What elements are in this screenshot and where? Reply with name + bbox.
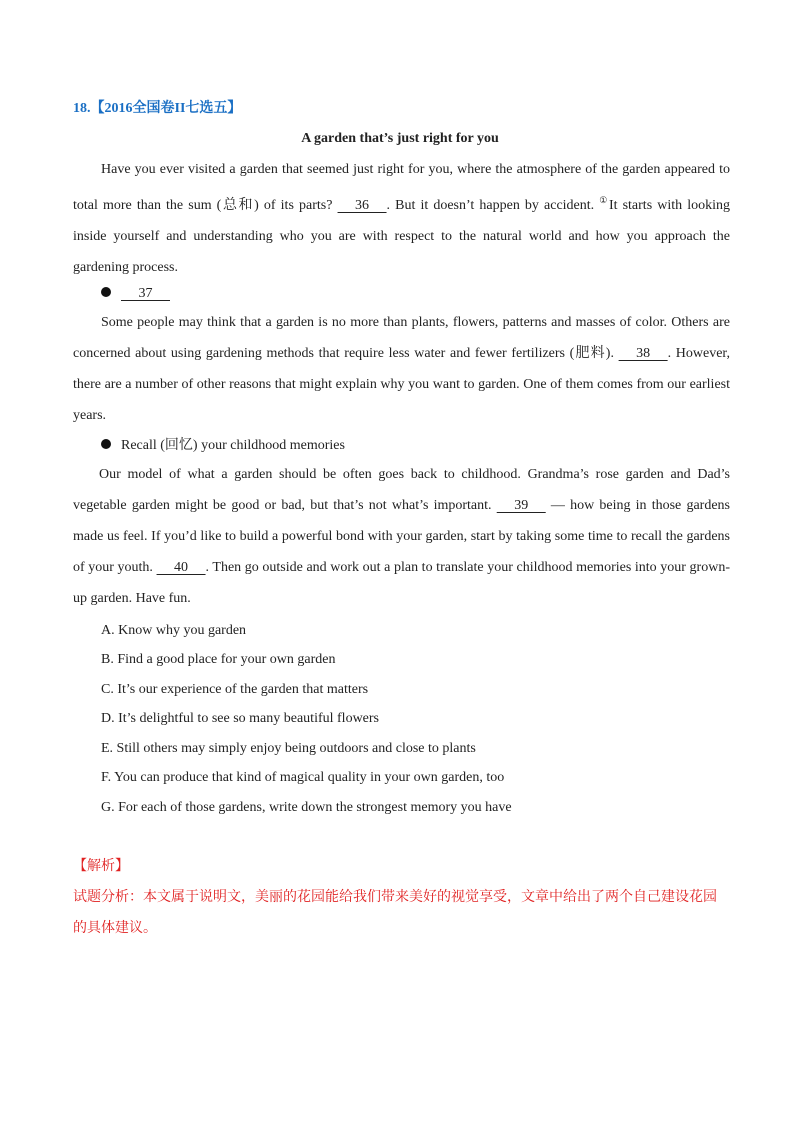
blank-37[interactable]: 37 — [121, 286, 170, 301]
paragraph-1-text-b: . But it doesn’t happen by accident. — [386, 198, 600, 213]
passage-title: A garden that’s just right for you — [301, 131, 499, 146]
option-c: C. It’s our experience of the garden that matters — [101, 682, 369, 697]
option-g: G. For each of those gardens, write down the strongest memory you have — [101, 800, 512, 815]
paragraph-3 — [73, 459, 730, 614]
option-e: E. Still others may simply enjoy being outdoors and close to plants — [101, 741, 476, 756]
paragraph-2 — [73, 307, 730, 431]
bullet-dot-icon — [101, 287, 111, 297]
paragraph-3-text-c: . Then go outside and work out a plan to translate your childhood memories into your grown-up garden. Have fun. — [73, 560, 730, 606]
option-f: F. You can produce that kind of magical quality in your own garden, too — [101, 770, 505, 785]
paragraph-1-text-a: Have you ever visited a garden that seemed just right for you, where the atmosphere of the garden appeared to total more than the sum (总和) of its parts? — [73, 162, 730, 213]
blank-38[interactable]: 38 — [618, 346, 668, 361]
footnote-marker: ① — [599, 195, 609, 205]
blank-39[interactable]: 39 — [496, 498, 546, 513]
paragraph-3-text-a: Our model of what a garden should be often goes back to childhood. Grandma’s rose garden and Dad’s vegetable garden might be good or bad, but that’s not what’s important. — [73, 467, 730, 513]
paragraph-3-text-b: — how being in those gardens made us feel. If you’d like to build a powerful bond with your garden, start by taking some time to recall the gardens of your youth. — [73, 498, 730, 575]
paragraph-2-text-b: . However, there are a number of other reasons that might explain why you want to garden. One of them comes from our earliest years. — [73, 346, 731, 423]
bullet-recall — [101, 435, 345, 457]
option-b: B. Find a good place for your own garden — [101, 652, 336, 667]
blank-40[interactable]: 40 — [156, 560, 206, 575]
bullet-recall-text: Recall (回忆) your childhood memories — [121, 438, 345, 453]
paragraph-1 — [73, 154, 730, 283]
bullet-37 — [101, 283, 170, 305]
analysis-text: 试题分析：本文属于说明文，美丽的花园能给我们带来美好的视觉享受，文章中给出了两个自己建设花园的具体建议。 — [73, 889, 717, 936]
blank-36[interactable]: 36 — [337, 198, 387, 213]
option-d: D. It’s delightful to see so many beautiful flowers — [101, 711, 379, 726]
paragraph-1-text-c: It starts with looking inside yourself and understanding who you are with respect to the natural world and how you approach the gardening process. — [73, 198, 731, 275]
paragraph-2-text-a: Some people may think that a garden is no more than plants, flowers, patterns and masses of color. Others are concerned about using gardening methods that require less water and fewer fertilizers (肥料). — [73, 315, 730, 361]
analysis-heading: 【解析】 — [73, 858, 129, 874]
option-a: A. Know why you garden — [101, 623, 247, 638]
question-heading: 18.【2016全国卷II七选五】 — [73, 101, 242, 116]
bullet-dot-icon — [101, 439, 111, 449]
